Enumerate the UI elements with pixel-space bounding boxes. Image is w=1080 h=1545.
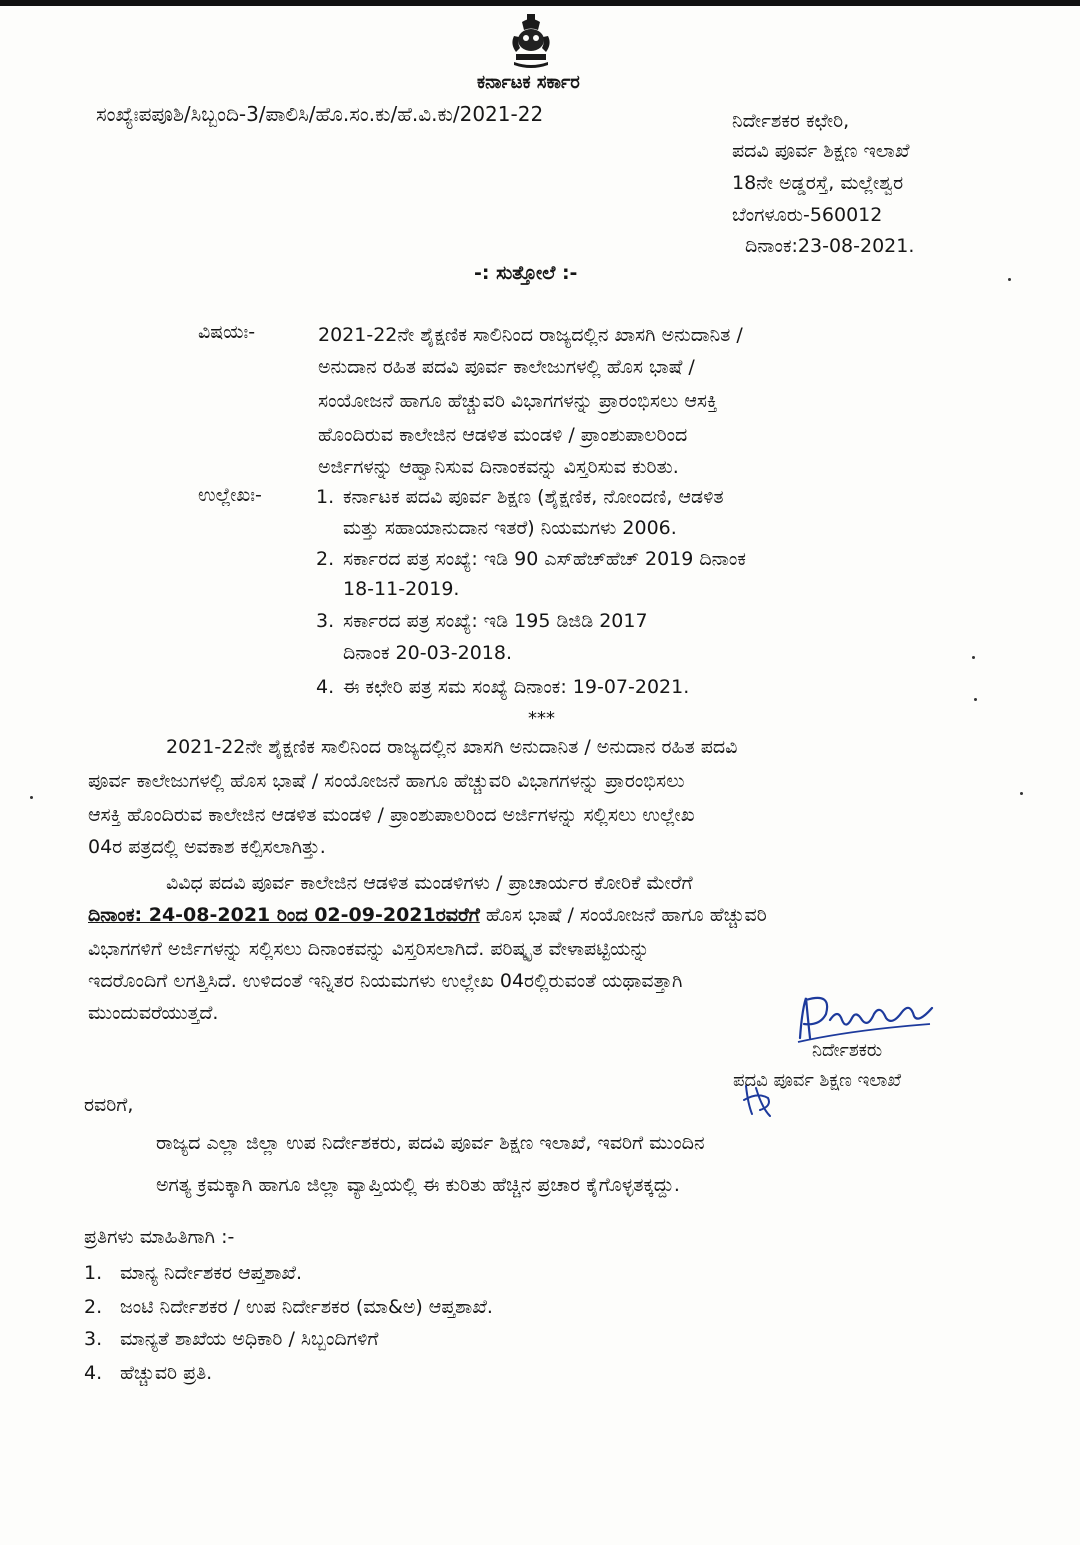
reference-item: 18-11-2019. bbox=[343, 578, 460, 600]
reference-number-label: 4. bbox=[316, 676, 335, 698]
subject-line: 2021-22ನೇ ಶೈಕ್ಷಣಿಕ ಸಾಲಿನಿಂದ ರಾಜ್ಯದಲ್ಲಿನ ಖಾಸಗಿ ಅನುದಾನಿತ / bbox=[318, 324, 743, 346]
reference-number: ಸಂಖ್ಯೆಃಪಪೂಶಿ/ಸಿಬ್ಬಂದಿ-3/ಪಾಲಿಸಿ/ಹೊ.ಸಂ.ಕು/ಹೆ.ವಿ.ಕು/2021-22 bbox=[96, 102, 544, 126]
signatory-designation: ನಿರ್ದೇಶಕರು bbox=[812, 1040, 883, 1061]
reference-item: ದಿನಾಂಕ 20-03-2018. bbox=[343, 642, 513, 664]
government-name: ಕರ್ನಾಟಕ ಸರ್ಕಾರ bbox=[477, 72, 580, 93]
scan-speck bbox=[1008, 278, 1011, 281]
reference-item: ಮತ್ತು ಸಹಾಯಾನುದಾನ ಇತರೆ) ನಿಯಮಗಳು 2006. bbox=[343, 517, 677, 539]
copy-number: 1. bbox=[84, 1262, 103, 1284]
office-line: 18ನೇ ಅಡ್ಡರಸ್ತೆ, ಮಲ್ಲೇಶ್ವರ bbox=[732, 172, 904, 194]
subject-label: ವಿಷಯಃ- bbox=[198, 321, 256, 343]
body-line: ವಿವಿಧ ಪದವಿ ಪೂರ್ವ ಕಾಲೇಜಿನ ಆಡಳಿತ ಮಂಡಳಿಗಳು / ಪ್ರಾಚಾರ್ಯರ ಕೋರಿಕೆ ಮೇರೆಗೆ bbox=[166, 872, 693, 894]
reference-number-label: 2. bbox=[316, 548, 335, 570]
body-line-rest: ಹೊಸ ಭಾಷೆ / ಸಂಯೋಜನೆ ಹಾಗೂ ಹೆಚ್ಚುವರಿ bbox=[479, 904, 767, 926]
signature-icon bbox=[792, 990, 942, 1045]
office-line: ಪದವಿ ಪೂರ್ವ ಶಿಕ್ಷಣ ಇಲಾಖೆ bbox=[732, 140, 910, 162]
body-line: ಇದರೊಂದಿಗೆ ಲಗತ್ತಿಸಿದೆ. ಉಳಿದಂತೆ ಇನ್ನಿತರ ನಿಯಮಗಳು ಉಲ್ಲೇಖ 04ರಲ್ಲಿರುವಂತೆ ಯಥಾವತ್ತಾಗಿ bbox=[88, 970, 683, 992]
subject-line: ಸಂಯೋಜನೆ ಹಾಗೂ ಹೆಚ್ಚುವರಿ ವಿಭಾಗಗಳನ್ನು ಪ್ರಾರಂಭಿಸಲು ಆಸಕ್ತಿ bbox=[318, 390, 718, 412]
body-line bbox=[88, 904, 767, 926]
recipients-label: ರವರಿಗೆ, bbox=[84, 1094, 134, 1116]
karnataka-emblem-icon bbox=[508, 12, 554, 70]
signatory-department: ಪದವಿ ಪೂರ್ವ ಶಿಕ್ಷಣ ಇಲಾಖೆ bbox=[733, 1070, 902, 1091]
body-line: ವಿಭಾಗಗಳಿಗೆ ಅರ್ಜಿಗಳನ್ನು ಸಲ್ಲಿಸಲು ದಿನಾಂಕವನ್ನು ವಿಸ್ತರಿಸಲಾಗಿದೆ. ಪರಿಷ್ಕೃತ ವೇಳಾಪಟ್ಟಿಯನ್ನು bbox=[88, 938, 650, 960]
copies-label: ಪ್ರತಿಗಳು ಮಾಹಿತಿಗಾಗಿ :- bbox=[84, 1226, 235, 1248]
copy-number: 2. bbox=[84, 1296, 103, 1318]
reference-number-label: 1. bbox=[316, 486, 335, 508]
scan-speck bbox=[1020, 792, 1023, 795]
initial-mark-icon bbox=[738, 1080, 778, 1120]
copy-number: 4. bbox=[84, 1362, 103, 1384]
body-line: ಪೂರ್ವ ಕಾಲೇಜುಗಳಲ್ಲಿ ಹೊಸ ಭಾಷೆ / ಸಂಯೋಜನೆ ಹಾಗೂ ಹೆಚ್ಚುವರಿ ವಿಭಾಗಗಳನ್ನು ಪ್ರಾರಂಭಿಸಲು bbox=[88, 770, 685, 792]
subject-line: ಅನುದಾನ ರಹಿತ ಪದವಿ ಪೂರ್ವ ಕಾಲೇಜುಗಳಲ್ಲಿ ಹೊಸ ಭಾಷೆ / bbox=[318, 356, 695, 378]
copy-item: ಮಾನ್ಯ ನಿರ್ದೇಶಕರ ಆಪ್ತಶಾಖೆ. bbox=[120, 1262, 303, 1284]
scan-speck bbox=[30, 796, 33, 799]
date-line: ದಿನಾಂಕ:23-08-2021. bbox=[745, 235, 915, 257]
copy-item: ಮಾನ್ಯತೆ ಶಾಖೆಯ ಅಧಿಕಾರಿ / ಸಿಬ್ಬಂದಿಗಳಿಗೆ bbox=[120, 1328, 379, 1350]
body-line: 04ರ ಪತ್ರದಲ್ಲಿ ಅವಕಾಶ ಕಲ್ಪಿಸಲಾಗಿತ್ತು. bbox=[88, 836, 326, 858]
reference-item: ಈ ಕಛೇರಿ ಪತ್ರ ಸಮ ಸಂಖ್ಯೆ ದಿನಾಂಕ: 19-07-2021. bbox=[343, 676, 690, 698]
office-line: ನಿರ್ದೇಶಕರ ಕಛೇರಿ, bbox=[732, 110, 850, 132]
subject-line: ಅರ್ಜಿಗಳನ್ನು ಆಹ್ವಾನಿಸುವ ದಿನಾಂಕವನ್ನು ವಿಸ್ತರಿಸುವ ಕುರಿತು. bbox=[318, 456, 679, 478]
reference-number-label: 3. bbox=[316, 610, 335, 632]
scan-speck bbox=[972, 656, 975, 659]
scan-speck bbox=[974, 698, 977, 701]
recipients-line: ಅಗತ್ಯ ಕ್ರಮಕ್ಕಾಗಿ ಹಾಗೂ ಜಿಲ್ಲಾ ವ್ಯಾಪ್ತಿಯಲ್ಲಿ ಈ ಕುರಿತು ಹೆಚ್ಚಿನ ಪ್ರಚಾರ ಕೈಗೊಳ್ಳತಕ್ಕದ್ದು. bbox=[156, 1174, 680, 1196]
extended-date-range: ದಿನಾಂಕ: 24-08-2021 ರಿಂದ 02-09-2021ರವರೆಗೆ bbox=[88, 904, 480, 926]
office-line: ಬೆಂಗಳೂರು-560012 bbox=[732, 204, 883, 226]
references-label: ಉಲ್ಲೇಖಃ- bbox=[198, 484, 262, 506]
copy-item: ಹೆಚ್ಚುವರಿ ಪ್ರತಿ. bbox=[120, 1362, 213, 1384]
reference-item: ಸರ್ಕಾರದ ಪತ್ರ ಸಂಖ್ಯೆ: ಇಡಿ 195 ಡಿಜಿಡಿ 2017 bbox=[343, 610, 648, 632]
circular-title: -: ಸುತ್ತೋಲೆ :- bbox=[474, 262, 578, 284]
body-line: 2021-22ನೇ ಶೈಕ್ಷಣಿಕ ಸಾಲಿನಿಂದ ರಾಜ್ಯದಲ್ಲಿನ ಖಾಸಗಿ ಅನುದಾನಿತ / ಅನುದಾನ ರಹಿತ ಪದವಿ bbox=[166, 736, 738, 758]
body-line: ಆಸಕ್ತಿ ಹೊಂದಿರುವ ಕಾಲೇಜಿನ ಆಡಳಿತ ಮಂಡಳಿ / ಪ್ರಾಂಶುಪಾಲರಿಂದ ಅರ್ಜಿಗಳನ್ನು ಸಲ್ಲಿಸಲು ಉಲ್ಲೇಖ bbox=[88, 804, 695, 826]
scan-top-edge bbox=[0, 0, 1080, 6]
copy-number: 3. bbox=[84, 1328, 103, 1350]
recipients-line: ರಾಜ್ಯದ ಎಲ್ಲಾ ಜಿಲ್ಲಾ ಉಪ ನಿರ್ದೇಶಕರು, ಪದವಿ ಪೂರ್ವ ಶಿಕ್ಷಣ ಇಲಾಖೆ, ಇವರಿಗೆ ಮುಂದಿನ bbox=[156, 1132, 705, 1154]
reference-item: ಸರ್ಕಾರದ ಪತ್ರ ಸಂಖ್ಯೆ: ಇಡಿ 90 ಎಸ್‌ಹೆಚ್‌ಹೆಚ್ 2019 ದಿನಾಂಕ bbox=[343, 548, 746, 570]
copy-item: ಜಂಟಿ ನಿರ್ದೇಶಕರ / ಉಪ ನಿರ್ದೇಶಕರ (ಮಾ&ಅ) ಆಪ್ತಶಾಖೆ. bbox=[120, 1296, 493, 1318]
reference-item: ಕರ್ನಾಟಕ ಪದವಿ ಪೂರ್ವ ಶಿಕ್ಷಣ (ಶೈಕ್ಷಣಿಕ, ನೋಂದಣಿ, ಆಡಳಿತ bbox=[343, 486, 724, 508]
body-line: ಮುಂದುವರೆಯುತ್ತದೆ. bbox=[88, 1002, 219, 1024]
subject-line: ಹೊಂದಿರುವ ಕಾಲೇಜಿನ ಆಡಳಿತ ಮಂಡಳಿ / ಪ್ರಾಂಶುಪಾಲರಿಂದ bbox=[318, 424, 688, 446]
separator-stars: *** bbox=[528, 708, 555, 729]
